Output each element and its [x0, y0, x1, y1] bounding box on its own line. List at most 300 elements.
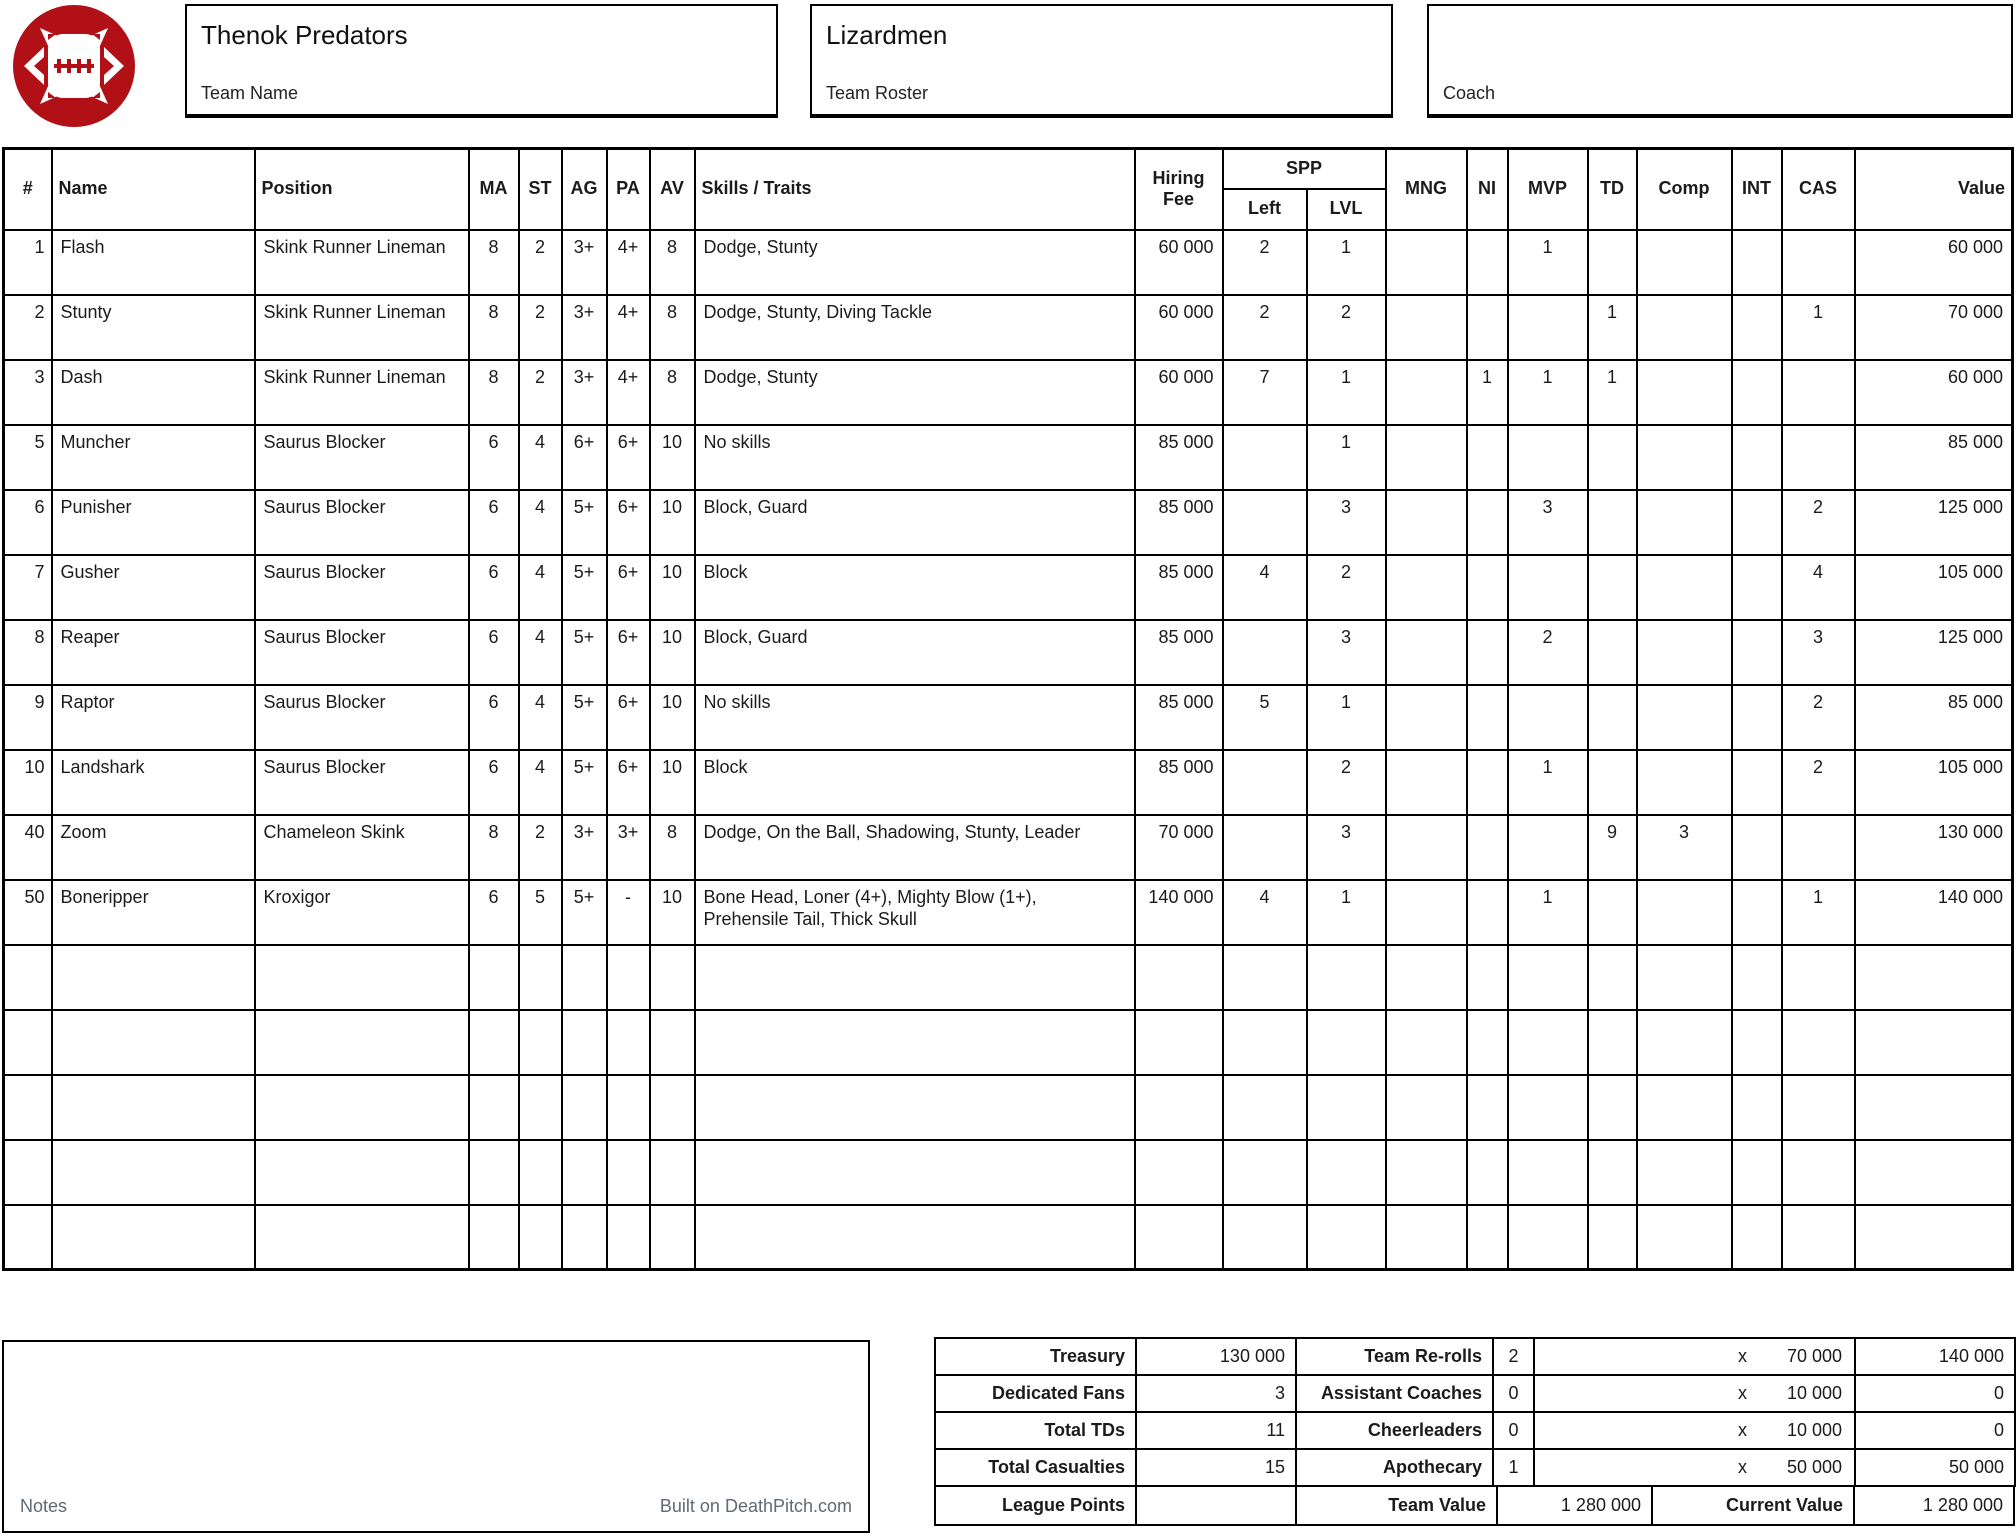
- cell-num: 40: [4, 815, 52, 880]
- cell-position: Saurus Blocker: [255, 620, 469, 685]
- cell-position: Saurus Blocker: [255, 490, 469, 555]
- cell-cas: [1782, 815, 1855, 880]
- summary-count: 2: [1492, 1337, 1535, 1376]
- cell-spp-lvl: 3: [1307, 620, 1386, 685]
- notes-label: Notes: [20, 1496, 68, 1516]
- cell-ag: 6+: [562, 425, 607, 490]
- cell-pa: [607, 1075, 650, 1140]
- cell-num: 10: [4, 750, 52, 815]
- team-name-box: [185, 4, 778, 118]
- cell-av: [650, 945, 695, 1010]
- summary-label: Total TDs: [934, 1411, 1137, 1450]
- coach-label: Coach: [1443, 83, 1496, 103]
- summary-label: Assistant Coaches: [1295, 1374, 1494, 1413]
- cell-st: [519, 1140, 562, 1205]
- cell-position: Skink Runner Lineman: [255, 360, 469, 425]
- cell-mng: [1386, 1140, 1467, 1205]
- cell-mng: [1386, 360, 1467, 425]
- cell-mng: [1386, 555, 1467, 620]
- player-row: [4, 490, 2013, 555]
- cell-td: [1588, 880, 1637, 945]
- cell-fee: 85 000: [1135, 750, 1223, 815]
- cell-ni: [1467, 295, 1508, 360]
- team-roster-value: Lizardmen: [826, 20, 948, 50]
- empty-row: [4, 1140, 2013, 1205]
- team-value: 1 280 000: [1496, 1485, 1653, 1526]
- cell-ni: 1: [1467, 360, 1508, 425]
- summary-row: [934, 1374, 2016, 1413]
- cell-spp-lvl: [1307, 1010, 1386, 1075]
- cell-ma: [469, 1010, 519, 1075]
- cell-ag: [562, 1075, 607, 1140]
- empty-row: [4, 1075, 2013, 1140]
- current-value-label: Current Value: [1651, 1485, 1855, 1526]
- cell-mvp: [1508, 815, 1588, 880]
- cell-ni: [1467, 945, 1508, 1010]
- cell-av: 10: [650, 620, 695, 685]
- cell-ma: 8: [469, 360, 519, 425]
- cell-pa: 6+: [607, 425, 650, 490]
- cell-ni: [1467, 880, 1508, 945]
- cell-comp: [1637, 750, 1732, 815]
- cell-cas: 2: [1782, 750, 1855, 815]
- cell-comp: [1637, 490, 1732, 555]
- cell-skills: Dodge, On the Ball, Shadowing, Stunty, Leader: [695, 815, 1135, 880]
- cell-pa: 6+: [607, 555, 650, 620]
- cell-value: 70 000: [1855, 295, 2013, 360]
- summary-multiplier: [1533, 1337, 1856, 1376]
- summary-total: 0: [1854, 1374, 2016, 1413]
- cell-value: 130 000: [1855, 815, 2013, 880]
- cell-mng: [1386, 490, 1467, 555]
- cell-ma: [469, 1205, 519, 1270]
- cell-st: 4: [519, 750, 562, 815]
- cell-cas: [1782, 945, 1855, 1010]
- cell-int: [1732, 555, 1782, 620]
- summary-row: [934, 1448, 2016, 1487]
- cell-num: [4, 945, 52, 1010]
- summary-label: Team Re-rolls: [1295, 1337, 1494, 1376]
- cell-td: [1588, 490, 1637, 555]
- summary-label: Dedicated Fans: [934, 1374, 1137, 1413]
- cell-pa: 4+: [607, 295, 650, 360]
- cell-value: 85 000: [1855, 685, 2013, 750]
- cell-int: [1732, 490, 1782, 555]
- cell-name: [52, 1075, 255, 1140]
- cell-st: 5: [519, 880, 562, 945]
- cell-fee: 140 000: [1135, 880, 1223, 945]
- player-row: [4, 425, 2013, 490]
- col-fee: Hiring Fee: [1135, 149, 1223, 230]
- cell-spp-left: 4: [1223, 555, 1307, 620]
- cell-mng: [1386, 295, 1467, 360]
- cell-int: [1732, 1140, 1782, 1205]
- cell-td: 1: [1588, 295, 1637, 360]
- unit-price: 10 000: [1786, 1420, 1842, 1440]
- cell-td: [1588, 1205, 1637, 1270]
- cell-cas: 4: [1782, 555, 1855, 620]
- cell-mvp: [1508, 555, 1588, 620]
- cell-td: [1588, 1140, 1637, 1205]
- player-row: [4, 685, 2013, 750]
- cell-ni: [1467, 1075, 1508, 1140]
- cell-spp-lvl: [1307, 1205, 1386, 1270]
- cell-spp-left: [1223, 425, 1307, 490]
- cell-ag: 3+: [562, 815, 607, 880]
- cell-cas: [1782, 230, 1855, 295]
- league-points-label: League Points: [934, 1485, 1137, 1526]
- cell-int: [1732, 1205, 1782, 1270]
- cell-value: [1855, 945, 2013, 1010]
- cell-td: 1: [1588, 360, 1637, 425]
- col-spp-lvl: LVL: [1307, 189, 1386, 230]
- cell-fee: 60 000: [1135, 360, 1223, 425]
- cell-position: [255, 945, 469, 1010]
- cell-ag: 5+: [562, 620, 607, 685]
- cell-spp-lvl: 1: [1307, 425, 1386, 490]
- cell-ni: [1467, 685, 1508, 750]
- cell-name: Raptor: [52, 685, 255, 750]
- cell-skills: Block, Guard: [695, 620, 1135, 685]
- cell-st: [519, 945, 562, 1010]
- summary-row: [934, 1337, 2016, 1376]
- col-position: Position: [255, 149, 469, 230]
- cell-num: [4, 1140, 52, 1205]
- cell-spp-lvl: [1307, 945, 1386, 1010]
- summary-count: 0: [1492, 1411, 1535, 1450]
- cell-int: [1732, 1010, 1782, 1075]
- cell-ma: 6: [469, 490, 519, 555]
- league-points-value: [1135, 1485, 1297, 1526]
- cell-int: [1732, 230, 1782, 295]
- football-icon: [12, 4, 136, 128]
- col-int: INT: [1732, 149, 1782, 230]
- multiply-sign: x: [1737, 1457, 1747, 1477]
- cell-ma: 8: [469, 230, 519, 295]
- cell-fee: 85 000: [1135, 490, 1223, 555]
- cell-cas: 2: [1782, 490, 1855, 555]
- cell-comp: [1637, 1140, 1732, 1205]
- col-mvp: MVP: [1508, 149, 1588, 230]
- cell-ag: [562, 1010, 607, 1075]
- cell-pa: [607, 1010, 650, 1075]
- summary-label: Total Casualties: [934, 1448, 1137, 1487]
- cell-skills: Block: [695, 750, 1135, 815]
- cell-mng: [1386, 880, 1467, 945]
- cell-skills: No skills: [695, 425, 1135, 490]
- cell-num: [4, 1075, 52, 1140]
- cell-ni: [1467, 815, 1508, 880]
- cell-name: [52, 1205, 255, 1270]
- col-spp-left: Left: [1223, 189, 1307, 230]
- col-ma: MA: [469, 149, 519, 230]
- cell-av: 8: [650, 230, 695, 295]
- cell-ag: 5+: [562, 750, 607, 815]
- cell-pa: 6+: [607, 750, 650, 815]
- cell-value: 60 000: [1855, 230, 2013, 295]
- cell-cas: [1782, 1010, 1855, 1075]
- cell-ag: [562, 1205, 607, 1270]
- summary-total: 0: [1854, 1411, 2016, 1450]
- cell-spp-left: [1223, 1010, 1307, 1075]
- team-name-label: Team Name: [201, 83, 299, 103]
- col-spp: SPP: [1223, 149, 1386, 189]
- cell-ag: 3+: [562, 295, 607, 360]
- summary-label: Apothecary: [1295, 1448, 1494, 1487]
- cell-comp: [1637, 1205, 1732, 1270]
- cell-skills: Dodge, Stunty: [695, 360, 1135, 425]
- cell-av: 8: [650, 295, 695, 360]
- cell-cas: [1782, 1205, 1855, 1270]
- cell-name: [52, 945, 255, 1010]
- cell-fee: 70 000: [1135, 815, 1223, 880]
- cell-comp: [1637, 425, 1732, 490]
- cell-pa: 4+: [607, 230, 650, 295]
- cell-fee: 85 000: [1135, 620, 1223, 685]
- cell-position: Saurus Blocker: [255, 685, 469, 750]
- cell-pa: -: [607, 880, 650, 945]
- cell-num: [4, 1010, 52, 1075]
- cell-int: [1732, 880, 1782, 945]
- cell-spp-lvl: 1: [1307, 685, 1386, 750]
- cell-ag: 3+: [562, 230, 607, 295]
- cell-av: [650, 1075, 695, 1140]
- cell-spp-left: 4: [1223, 880, 1307, 945]
- cell-spp-left: [1223, 620, 1307, 685]
- cell-value: 140 000: [1855, 880, 2013, 945]
- cell-ni: [1467, 1010, 1508, 1075]
- cell-ag: 5+: [562, 555, 607, 620]
- cell-name: Dash: [52, 360, 255, 425]
- cell-mvp: 3: [1508, 490, 1588, 555]
- cell-comp: [1637, 295, 1732, 360]
- cell-av: 8: [650, 815, 695, 880]
- cell-cas: 2: [1782, 685, 1855, 750]
- cell-ni: [1467, 620, 1508, 685]
- cell-pa: [607, 1205, 650, 1270]
- cell-skills: [695, 1205, 1135, 1270]
- cell-num: 8: [4, 620, 52, 685]
- summary-count: 0: [1492, 1374, 1535, 1413]
- cell-value: 125 000: [1855, 490, 2013, 555]
- unit-price: 10 000: [1786, 1383, 1842, 1403]
- cell-name: Boneripper: [52, 880, 255, 945]
- col-name: Name: [52, 149, 255, 230]
- cell-skills: Block: [695, 555, 1135, 620]
- cell-cas: 3: [1782, 620, 1855, 685]
- cell-value: 125 000: [1855, 620, 2013, 685]
- cell-fee: 85 000: [1135, 555, 1223, 620]
- notes-box: [2, 1340, 870, 1533]
- summary-value: 130 000: [1135, 1337, 1297, 1376]
- cell-name: Muncher: [52, 425, 255, 490]
- team-value-label: Team Value: [1295, 1485, 1498, 1526]
- cell-ma: 6: [469, 880, 519, 945]
- cell-mng: [1386, 815, 1467, 880]
- cell-cas: 1: [1782, 880, 1855, 945]
- team-name: Thenok Predators: [201, 20, 408, 50]
- cell-td: [1588, 1010, 1637, 1075]
- cell-cas: 1: [1782, 295, 1855, 360]
- cell-position: [255, 1205, 469, 1270]
- cell-num: 7: [4, 555, 52, 620]
- cell-num: 1: [4, 230, 52, 295]
- cell-skills: [695, 1140, 1135, 1205]
- cell-spp-lvl: 3: [1307, 815, 1386, 880]
- cell-int: [1732, 425, 1782, 490]
- cell-pa: 6+: [607, 685, 650, 750]
- cell-st: [519, 1205, 562, 1270]
- cell-st: 4: [519, 620, 562, 685]
- cell-fee: [1135, 1140, 1223, 1205]
- cell-cas: [1782, 1075, 1855, 1140]
- cell-st: 4: [519, 490, 562, 555]
- cell-td: [1588, 945, 1637, 1010]
- cell-num: 5: [4, 425, 52, 490]
- empty-row: [4, 1010, 2013, 1075]
- cell-spp-left: 7: [1223, 360, 1307, 425]
- col-ag: AG: [562, 149, 607, 230]
- cell-name: Flash: [52, 230, 255, 295]
- cell-value: 105 000: [1855, 555, 2013, 620]
- cell-int: [1732, 750, 1782, 815]
- cell-st: 4: [519, 555, 562, 620]
- cell-st: [519, 1075, 562, 1140]
- cell-st: [519, 1010, 562, 1075]
- cell-pa: 6+: [607, 490, 650, 555]
- col-ni: NI: [1467, 149, 1508, 230]
- cell-ma: 8: [469, 295, 519, 360]
- cell-td: [1588, 750, 1637, 815]
- cell-ma: 6: [469, 685, 519, 750]
- team-roster-label: Team Roster: [826, 83, 929, 103]
- cell-st: 4: [519, 685, 562, 750]
- credit-text: Built on DeathPitch.com: [659, 1496, 852, 1516]
- cell-position: [255, 1075, 469, 1140]
- cell-pa: [607, 945, 650, 1010]
- cell-name: Landshark: [52, 750, 255, 815]
- cell-mng: [1386, 1205, 1467, 1270]
- cell-mng: [1386, 685, 1467, 750]
- cell-mvp: 1: [1508, 230, 1588, 295]
- cell-int: [1732, 295, 1782, 360]
- cell-ma: [469, 945, 519, 1010]
- cell-td: [1588, 685, 1637, 750]
- cell-av: [650, 1010, 695, 1075]
- cell-value: 60 000: [1855, 360, 2013, 425]
- cell-pa: 4+: [607, 360, 650, 425]
- cell-comp: [1637, 1075, 1732, 1140]
- cell-value: [1855, 1010, 2013, 1075]
- cell-ma: 6: [469, 620, 519, 685]
- cell-ag: 3+: [562, 360, 607, 425]
- cell-int: [1732, 945, 1782, 1010]
- player-row: [4, 295, 2013, 360]
- empty-row: [4, 1205, 2013, 1270]
- cell-spp-left: 5: [1223, 685, 1307, 750]
- current-value: 1 280 000: [1853, 1485, 2015, 1526]
- cell-mvp: [1508, 425, 1588, 490]
- coach-box: [1427, 4, 2013, 118]
- summary-label: Treasury: [934, 1337, 1137, 1376]
- cell-position: Skink Runner Lineman: [255, 295, 469, 360]
- cell-td: 9: [1588, 815, 1637, 880]
- multiply-sign: x: [1737, 1420, 1747, 1440]
- cell-spp-lvl: 2: [1307, 555, 1386, 620]
- cell-spp-lvl: 1: [1307, 880, 1386, 945]
- cell-comp: [1637, 945, 1732, 1010]
- player-row: [4, 880, 2013, 945]
- summary-value: 3: [1135, 1374, 1297, 1413]
- summary-multiplier: [1533, 1411, 1856, 1450]
- cell-num: 50: [4, 880, 52, 945]
- col-cas: CAS: [1782, 149, 1855, 230]
- cell-mng: [1386, 945, 1467, 1010]
- cell-position: Skink Runner Lineman: [255, 230, 469, 295]
- summary-value: 15: [1135, 1448, 1297, 1487]
- cell-spp-lvl: [1307, 1075, 1386, 1140]
- summary-multiplier: [1533, 1448, 1856, 1487]
- cell-av: 10: [650, 425, 695, 490]
- cell-comp: 3: [1637, 815, 1732, 880]
- cell-pa: 3+: [607, 815, 650, 880]
- cell-int: [1732, 685, 1782, 750]
- cell-comp: [1637, 555, 1732, 620]
- cell-position: Saurus Blocker: [255, 750, 469, 815]
- cell-comp: [1637, 620, 1732, 685]
- col-av: AV: [650, 149, 695, 230]
- cell-td: [1588, 620, 1637, 685]
- cell-skills: Bone Head, Loner (4+), Mighty Blow (1+), Prehensile Tail, Thick Skull: [695, 880, 1135, 945]
- cell-name: Reaper: [52, 620, 255, 685]
- cell-pa: [607, 1140, 650, 1205]
- cell-fee: 85 000: [1135, 425, 1223, 490]
- cell-td: [1588, 230, 1637, 295]
- player-row: [4, 815, 2013, 880]
- cell-int: [1732, 620, 1782, 685]
- cell-fee: [1135, 1075, 1223, 1140]
- cell-mng: [1386, 620, 1467, 685]
- cell-position: Saurus Blocker: [255, 555, 469, 620]
- cell-name: [52, 1010, 255, 1075]
- cell-spp-left: 2: [1223, 295, 1307, 360]
- cell-st: 2: [519, 295, 562, 360]
- cell-name: Gusher: [52, 555, 255, 620]
- cell-spp-left: [1223, 1205, 1307, 1270]
- cell-ma: 6: [469, 555, 519, 620]
- col-skills: Skills / Traits: [695, 149, 1135, 230]
- cell-position: Kroxigor: [255, 880, 469, 945]
- cell-skills: Block, Guard: [695, 490, 1135, 555]
- cell-spp-lvl: 1: [1307, 360, 1386, 425]
- cell-value: 85 000: [1855, 425, 2013, 490]
- cell-position: [255, 1010, 469, 1075]
- cell-av: [650, 1205, 695, 1270]
- cell-ma: 8: [469, 815, 519, 880]
- cell-name: Punisher: [52, 490, 255, 555]
- cell-st: 2: [519, 815, 562, 880]
- cell-skills: Dodge, Stunty: [695, 230, 1135, 295]
- roster-table: [2, 147, 2014, 1271]
- cell-mvp: [1508, 1075, 1588, 1140]
- cell-spp-left: [1223, 815, 1307, 880]
- cell-spp-lvl: 2: [1307, 295, 1386, 360]
- cell-fee: [1135, 1010, 1223, 1075]
- summary-total-row: [934, 1485, 2016, 1526]
- cell-cas: [1782, 360, 1855, 425]
- cell-int: [1732, 360, 1782, 425]
- unit-price: 50 000: [1786, 1457, 1842, 1477]
